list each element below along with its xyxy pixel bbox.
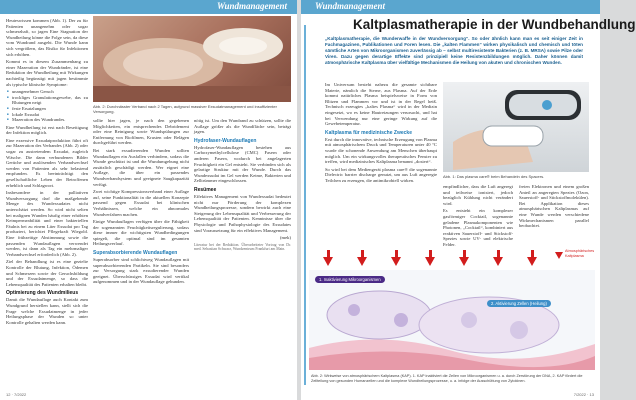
heading-wound-milieu: Optimierung des Wundmilieus bbox=[6, 290, 79, 297]
right-page bbox=[301, 0, 636, 400]
down-arrow-icon bbox=[357, 257, 367, 266]
article-title: Kaltplasmatherapie in der Wundbehandlung bbox=[353, 17, 636, 32]
paragraph: Eine exzessive Exsudatproduktion führt oft zur Mazeration des Verbandes (Abb. 2) oder sogar zu austretendem Exsudat, zugleich Wäsche. Die dann verbundenen Bilder Gerüche und auslösenden Verbandwechsel werden von Patienten als sehr belastend empfunden. Es beeinträchtigt den gesellschaftliche Leben der Betroffenen erheblich und Schlagwort. bbox=[6, 137, 88, 188]
paragraph: So wird bei dem Mediengerät plasma care® die sogenannte Dielectric barrier discharge genutzt, um aus Luft angeregte Teilchen zu erzeugen, die antimikrobiell wirken. bbox=[325, 166, 437, 183]
device-caption: Abb. 1: Das plasma care® beim Behandeln des Spacers. bbox=[443, 174, 545, 179]
paragraph: Damit die Wundauflage auch Kontakt zum Wundgrund herstellen kann, stellt sich die Frage welche Exsudatmenge in jeder Heilungsphase der Wunden so unter Kontrolle gehalten werden kann. bbox=[6, 297, 88, 325]
list-item: ■ lokale Exsudat bbox=[12, 112, 88, 118]
paragraph: Heuteswissen kommen (Abb. 1). Der zu für Patienten unangenehm oder sogar schmerzhaft, so jagen Eine Stagnation der Wundheilung könne die Folge sein, da diese vom Wundrand ausgeht. Die Wunde kann sich vergrößern, das Risiko für Infektionen sich erhöhen. bbox=[6, 18, 88, 57]
down-arrow-icon bbox=[493, 257, 503, 266]
list-item: ■ unangenehmer Geruch bbox=[12, 89, 88, 95]
legend-label: Atmosphärisches Kaltplasma bbox=[565, 249, 595, 258]
paragraph: sollte hier jagen, je nach den gegebenen Möglichkeiten, ein entsprechendes Debridement oder eine Reinigung sowie Wundspülungen zur Entfernung von Biofilmen, Krusten oder Belägen durchgeführt werden. bbox=[93, 118, 189, 146]
plasma-diagram bbox=[309, 246, 595, 370]
paragraph: Effektives Management von Wundexsudat bedeutet nicht nur Förderung der komplexen Wundheilungsprozesse, sondern bewirkt auch eine Steigerung der Lebensqualität und Verbesserung der Lebensqualität der Patienten. Kenntnisse über die Physiologie und Pathophysiologie des Exsudates sind Voraussetzung für ein effektives Management. bbox=[194, 193, 291, 233]
heading-hydrofaser: Hydrofaser-Wundauflagen bbox=[194, 137, 257, 144]
left-column-1 bbox=[6, 18, 88, 327]
paragraph: freien Elektronen und einem großen Anteil an angeregten Spezies (Ozon, Sauerstoff- und Stickstoffmolekülen). Bei Applikation dieses atmosphärischen Kaltplasmas auf eine Wunde werden verschiedene Wirkmechanismen parallel beobachtet. bbox=[519, 184, 589, 229]
left-page bbox=[0, 0, 297, 400]
paragraph: Ziel der Behandlung ist es eine gezielte Kontrolle der Blutung, Infektion, Ödemen und Schmerzen sowie der Geruchsbildung und der Exsudatmenge, so dass die Lebensqualität des Patienten erhalten bleibt. bbox=[6, 259, 88, 287]
left-column-3 bbox=[194, 118, 291, 254]
page-footer-left: 12 · 7/2022 bbox=[6, 392, 27, 397]
paragraph: Einige Wundauflagen verfügen über die Fähigkeit der sogenannten Feuchtigkeitsregulierung, sodass diese immer die wichtigsten Wundbedingungen spiegelt, die optimal sind im gesamten Heilungsverlauf. bbox=[93, 219, 189, 247]
list-item: ■ Mazeration des Wundrandes. bbox=[12, 117, 88, 123]
plasma-device-illustration bbox=[443, 82, 589, 172]
paragraph: Im Universum besteht nahezu die gesamte sichtbare Materie, nämlich die Sterne, aus Plasma. Auf der Erde kommt natürliches Plasma beispielsweise in Form von Blitzen und Flammen vor und ist in der Regel heiß. Technisch erzeugtes „kaltes Plasma“ wird in der Medizin eingesetzt, wo es keine Hautreizungen verursacht, und hat bei Verwendung nur eine geringe Wirkung auf die Gewebetemperatur. bbox=[325, 82, 437, 127]
device-photo bbox=[443, 82, 589, 172]
right-column-b bbox=[443, 184, 513, 250]
article-lead: „Kaltplasmatherapie, die Wunderwaffe in der Wundversorgung“. So oder ähnlich kann man es seit einiger Zeit in Fachmagazinen, Publikationen und Foren lesen. Die „kalten Flammen“ wirken physikalisch und chemisch und töten sämtliche Arten von Mikroorganismen zuverlässig ab – selbst multiresistente Bakterien (z. B. MRSA) sowie Pilze oder Viren. Dazu gegen derartige Effekte sind prinzipiell keine Resistenzbildungen möglich. Daher können damit atmosphärische Kaltplasma über vielfältige Mechanismen die Heilung von akuten und chronischen Wunden. bbox=[325, 36, 583, 65]
heading-kaltplasma: Kaltplasma für medizinische Zwecke bbox=[325, 129, 412, 136]
paragraph: Erst durch die innovative, technische Erzeugung von Plasma mit atmosphärischem Druck und Temperaturen unter 40 °C wurde die schonende Anwendung am Menschen überhaupt möglich. Um ein wirkungsvolles therapeutisches Fenster zu treffen, wird medizinisches Kaltplasma benannt „dosiert“. bbox=[325, 136, 437, 165]
down-arrow-icon bbox=[527, 257, 537, 266]
down-arrow-icon bbox=[391, 257, 401, 266]
photo-caption: Abb. 2: Durchnässter Verband nach 2 Tagen, aufgrund massiver Exsudatmanagement und insuffizienter Versorgung. bbox=[93, 104, 277, 114]
diagram-caption: Abb. 2: Wirkweise von atmosphärischem Kaltplasma (KAP). 1. KAP inaktiviert die Zellen von Mikroorganismen u. a. durch Zerstörung der DNA, 2. KAP fördert die Zellteilung von gesunden Humanzellen und die komplexe Wundheilungsprozesse, u. a. infolge der Ausschüttung von Zytokinen. bbox=[311, 374, 583, 383]
paragraph: Eine Wundheilung ist erst nach Beseitigung der Infektion möglich. bbox=[6, 124, 88, 136]
left-column-2 bbox=[93, 118, 189, 287]
step1-label: 1. Inaktivierung Mikroorganismen bbox=[315, 276, 385, 283]
paragraph: Zwei wichtige Kompressionsverband einer Auflage auf, seine Funktionalität in die aktuellen Konzepte passend gegen Exsudat bei klinischen Verhältnissen, welche ein abnormales Wundverfahren machen. bbox=[93, 189, 189, 217]
wound-photo bbox=[93, 16, 291, 102]
paragraph: Bei stark exsudierenden Wunden sollten Wundauflagen ein Ausfallen verhindern, sodass die Wunde geschützt ist und die Wundumgebung nicht zusätzlich geschädigt werden. Wer eignet eine Auflage, die über ein passendes Wundverbandsystem und geeignete Saugkapazität verfügt. bbox=[93, 147, 189, 187]
paragraph: Hydrofaser-Wundauflagen bestehen aus Carboxymethylcellulose (CMC) Fasern oder anderen Fasern, wodurch bei angelagerten Feuchtigkeit ein Gel entsteht. Sie verbinden sich als gelartige Struktur mit der Wunde. Durch das Wundexsudat im Gel werden Keime, Bakterien und Zelltrümmer eingeschlossen. bbox=[194, 144, 291, 184]
paragraph: empfindlicher, dass die Luft angeregt und teilweise ionisiert, jedoch bezüglich Kühlung nicht verändert wird. bbox=[443, 184, 513, 206]
heading-superabsorber: Superabsorbierende Wundauflagen bbox=[93, 250, 178, 257]
down-arrow-icon bbox=[425, 257, 435, 266]
paragraph: Kommt es in diesem Zusammenhang zu einer Mazeration der Wundränder, ist eine Reduktion der Wundheilung mit Wirkungen nachteilig begünstigt mit jagen bestimmte als typische klinische Symptome: bbox=[6, 59, 88, 87]
tissue-illustration bbox=[309, 270, 595, 370]
right-column-a bbox=[325, 82, 437, 186]
paragraph: Insbesondere in der palliativen Wundversorgung darf die maßgebende Menge des Wundexsudates nicht unterschätzt werden. So wird nicht selten bei malignen Wunden häufig einer erhöhten Keimpermeabilität und einer bakteriellen Fäulnis bei zu einem Liter Exsudat pro Tag produziert, berichtet Pflegekraft Wiegold. Eine frühzeitige Abstimmung sowie die passenden Wundauflagen verwendet werden, ist dann als Tag ein mehrmaliger Verbandwechsel erforderlich (Abb. 2). bbox=[6, 190, 88, 257]
section-label-left: Wundmanagement bbox=[216, 1, 287, 11]
wound-illustration bbox=[93, 16, 291, 102]
list-item: ■ trockliges Granulationsgewebe, das zu Blutungen neigt bbox=[12, 95, 88, 106]
accent-bar bbox=[304, 25, 306, 385]
footnote: Literatur bei der Redaktion. Überarbeiteter Vortrag von Dr. med. Sebastian Schwarz, Wundzentrum Frankfurt am Main. bbox=[194, 242, 291, 252]
section-label-right: Wundmanagement bbox=[315, 1, 386, 11]
paragraph: Superabsorber sind schlichtweg Wundauflagen mit superabsorbierenden Partikeln. Sie sind besonders zur Versorgung stark exsudierender Wunden geeignet. Überschüssiges Exsudat wird vertikal aufgenommen und in der Wundauflage gebunden. bbox=[93, 257, 189, 285]
paragraph: Es entsteht ein komplexer gasförmiger Cocktail, sogenannte geladene Plasmakomponenten wie Photonen, „Cocktail“, kombiniert aus reaktiven Sauerstoff- und Stickstoff-Spezies sowie UV- und elektrische Felder. bbox=[443, 208, 513, 247]
down-arrow-icon bbox=[323, 257, 333, 266]
author-signature: (mek) bbox=[280, 235, 291, 241]
symptom-list bbox=[6, 89, 88, 123]
down-arrow-icon bbox=[459, 257, 469, 266]
list-item: ■ feste Ersatzlungen bbox=[12, 106, 88, 112]
heading-resuemee: Resümee bbox=[194, 186, 217, 193]
legend-arrow-icon bbox=[555, 252, 563, 259]
header-band-right bbox=[301, 0, 600, 14]
header-band-left bbox=[0, 0, 297, 14]
step2-label: 2. Aktivierung Zellen (Heilung) bbox=[487, 300, 551, 307]
right-column-d bbox=[519, 184, 589, 231]
paragraph: nötig ist. Um den Wundrand zu schützen, sollte die Auflage größer als die Wundfläche sein, beträgt jagen. bbox=[194, 118, 291, 135]
page-footer-right: 7/2022 · 13 bbox=[573, 392, 594, 397]
